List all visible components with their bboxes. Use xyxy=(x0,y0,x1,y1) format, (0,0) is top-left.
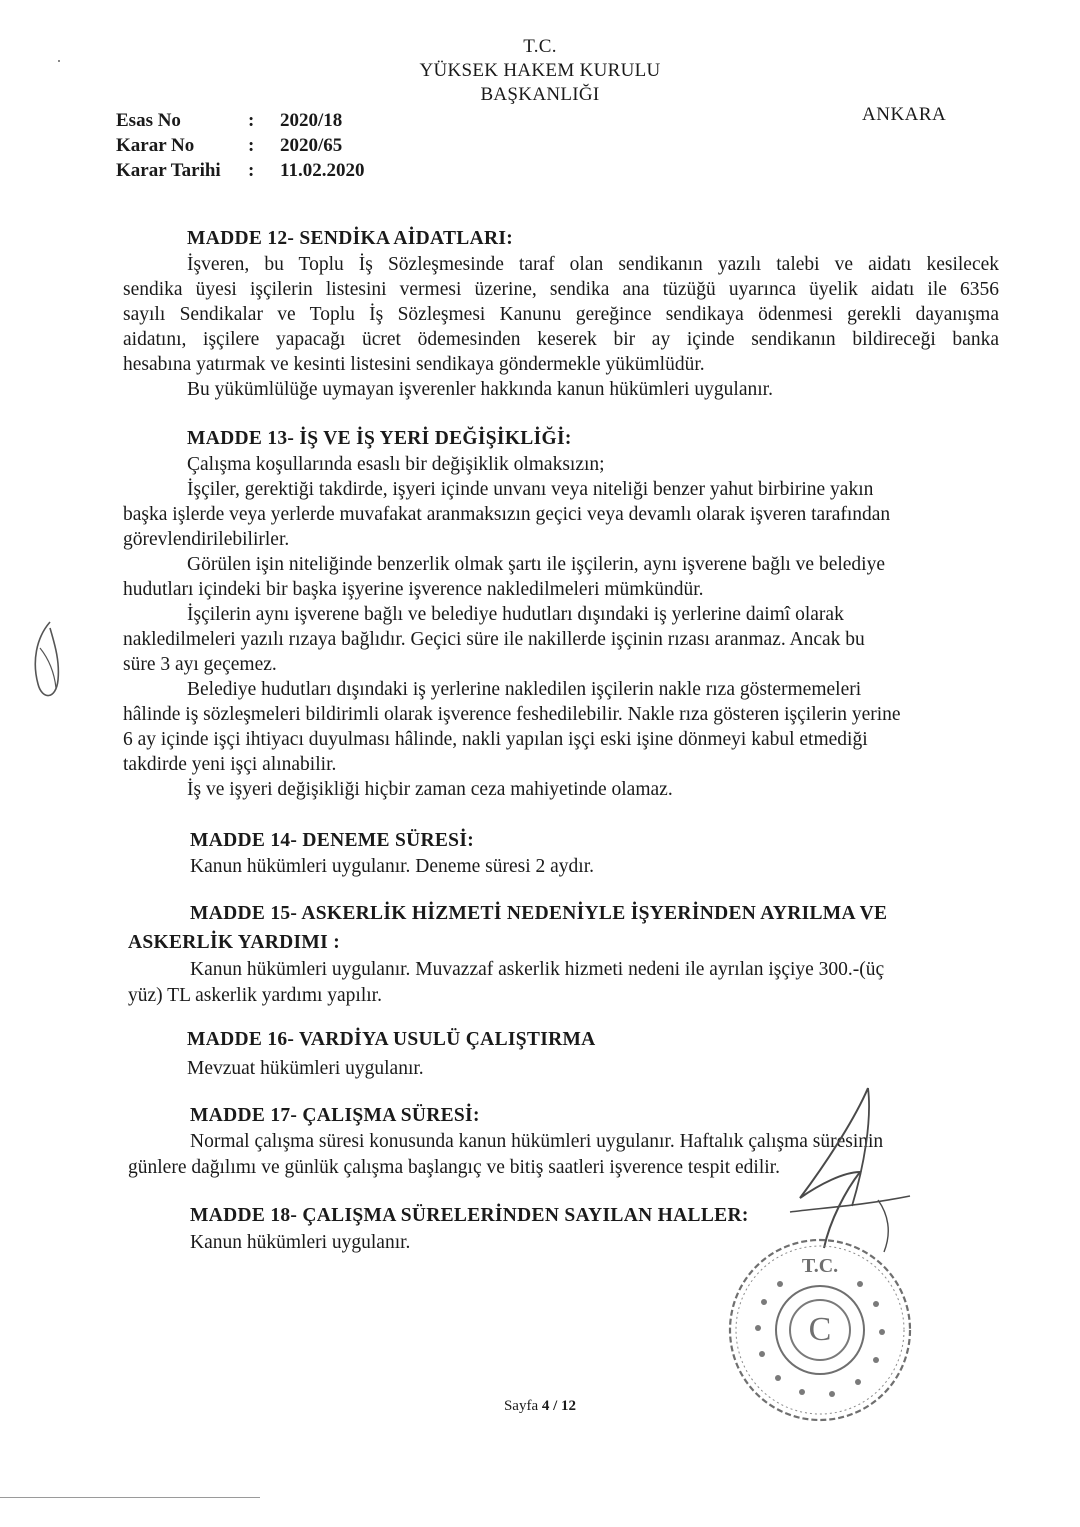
article-13-line: hâlinde iş sözleşmeleri bildirimli olarak işverence feshedilebilir. Nakle rıza gösteren işçilerin yerine xyxy=(123,704,901,725)
page-current: 4 xyxy=(541,1398,550,1414)
article-13-line: hudutları içindeki bir başka işyerine işverence nakledilmeleri mümkündür. xyxy=(123,579,704,600)
article-17-line: günlere dağılımı ve günlük çalışma başlangıç ve bitiş saatleri işverence tespit edilir. xyxy=(128,1157,780,1178)
meta-esas xyxy=(0,110,600,136)
article-12-line: sendika üyesi işçilerin listesini vermesi üzerine, sendika ana tüzüğü uyarınca üyelik aidatı ile 6356 xyxy=(123,279,999,300)
article-12-line: sayılı Sendikalar ve Toplu İş Sözleşmesi Kanunu gereğince sendikaya ödenmesi gerekli dayanışma xyxy=(123,304,999,325)
header-institution: YÜKSEK HAKEM KURULU xyxy=(419,60,661,81)
article-14-body: Kanun hükümleri uygulanır. Deneme süresi 2 aydır. xyxy=(190,856,594,877)
article-13-line: İşçilerin aynı işverene bağlı ve belediye hudutları dışındaki iş yerlerine daimî olarak xyxy=(187,604,844,625)
article-12-line: Bu yükümlülüğe uymayan işverenler hakkında kanun hükümleri uygulanır. xyxy=(187,379,773,400)
header-city: ANKARA xyxy=(862,104,947,125)
article-13-line: 6 ay içinde işçi ihtiyacı duyulması hâlinde, nakli yapılan işçi eski işine dönmeyi kabul etmediği xyxy=(123,729,868,750)
esas-label: Esas No xyxy=(116,110,181,131)
meta-tarih xyxy=(0,160,600,186)
tarih-value: 11.02.2020 xyxy=(280,160,365,181)
article-13-title: MADDE 13- İŞ VE İŞ YERİ DEĞİŞİKLİĞİ: xyxy=(187,428,572,449)
seal-top-text: T.C. xyxy=(801,1255,839,1277)
article-12-line: aidatını, işçilere yapacağı ücret ödemesinden keserek bir ay içinde sendikanın bildireceği banka xyxy=(123,329,999,350)
page-total: 12 xyxy=(561,1398,577,1414)
article-13-line: İşçiler, gerektiği takdirde, işyeri içinde unvanı veya niteliği benzer yahut birbirine yakın xyxy=(187,479,874,500)
meta-karar xyxy=(0,135,600,161)
article-16-title: MADDE 16- VARDİYA USULÜ ÇALIŞTIRMA xyxy=(187,1029,596,1050)
article-15-line: Kanun hükümleri uygulanır. Muvazzaf askerlik hizmeti nedeni ile ayrılan işçiye 300.-(üç xyxy=(190,959,885,980)
article-15-title-cont: ASKERLİK YARDIMI : xyxy=(128,932,340,953)
article-14-title: MADDE 14- DENEME SÜRESİ: xyxy=(190,830,475,851)
article-13-line: Görülen işin niteliğinde benzerlik olmak şartı ile işçilerin, aynı işverene bağlı ve belediye xyxy=(187,554,885,575)
header-tc: T.C. xyxy=(523,36,557,57)
article-13-line: başka işlerde veya yerlerde muvafakat aranmaksızın geçici veya devamlı olarak işveren tarafından xyxy=(123,504,891,525)
article-12-body xyxy=(123,252,999,402)
article-17-title: MADDE 17- ÇALIŞMA SÜRESİ: xyxy=(190,1105,480,1126)
article-13-line: nakledilmeleri yazılı rızaya bağlıdır. Geçici süre ile nakillerde işçinin rızası aranmaz. Ancak bu xyxy=(123,629,865,650)
article-12-line: İşveren, bu Toplu İş Sözleşmesinde taraf olan sendikanın yazılı talebi ve aidatı kesilecek xyxy=(187,254,999,275)
article-13-line: takdirde yeni işçi alınabilir. xyxy=(123,754,337,775)
page-number xyxy=(0,1398,1080,1415)
tarih-label: Karar Tarihi xyxy=(116,160,221,181)
article-18-body: Kanun hükümleri uygulanır. xyxy=(190,1232,411,1253)
header-presidency: BAŞKANLIĞI xyxy=(480,84,600,105)
margin-initial-mark xyxy=(28,618,68,706)
seal-letter: C xyxy=(808,1311,832,1348)
article-16-body: Mevzuat hükümleri uygulanır. xyxy=(187,1058,424,1079)
esas-colon: : xyxy=(248,110,255,131)
article-15-title: MADDE 15- ASKERLİK HİZMETİ NEDENİYLE İŞYERİNDEN AYRILMA VE xyxy=(190,903,888,924)
esas-value: 2020/18 xyxy=(280,110,343,131)
page-separator: / xyxy=(553,1398,558,1414)
scan-edge-line xyxy=(0,1497,260,1498)
article-13-line: görevlendirilebilirler. xyxy=(123,529,290,550)
signature xyxy=(760,1080,920,1260)
article-12-line: hesabına yatırmak ve kesinti listesini sendikaya göndermekle yükümlüdür. xyxy=(123,354,705,375)
article-12-title: MADDE 12- SENDİKA AİDATLARI: xyxy=(187,228,514,249)
tarih-colon: : xyxy=(248,160,255,181)
karar-value: 2020/65 xyxy=(280,135,343,156)
article-13-line: Çalışma koşullarında esaslı bir değişiklik olmaksızın; xyxy=(187,454,605,475)
article-13-body xyxy=(123,452,999,802)
page-label: Sayfa xyxy=(503,1398,539,1414)
article-17-line: Normal çalışma süresi konusunda kanun hükümleri uygulanır. Haftalık çalışma süresinin xyxy=(190,1131,884,1152)
article-13-line: Belediye hudutları dışındaki iş yerlerine nakledilen işçilerin nakle rıza göstermemeleri xyxy=(187,679,862,700)
karar-label: Karar No xyxy=(116,135,195,156)
karar-colon: : xyxy=(248,135,255,156)
article-13-line: süre 3 ayı geçemez. xyxy=(123,654,277,675)
article-15-line: yüz) TL askerlik yardımı yapılır. xyxy=(128,985,382,1006)
article-18-title: MADDE 18- ÇALIŞMA SÜRELERİNDEN SAYILAN HALLER: xyxy=(190,1205,749,1226)
article-13-line: İş ve işyeri değişikliği hiçbir zaman ceza mahiyetinde olamaz. xyxy=(187,779,673,800)
